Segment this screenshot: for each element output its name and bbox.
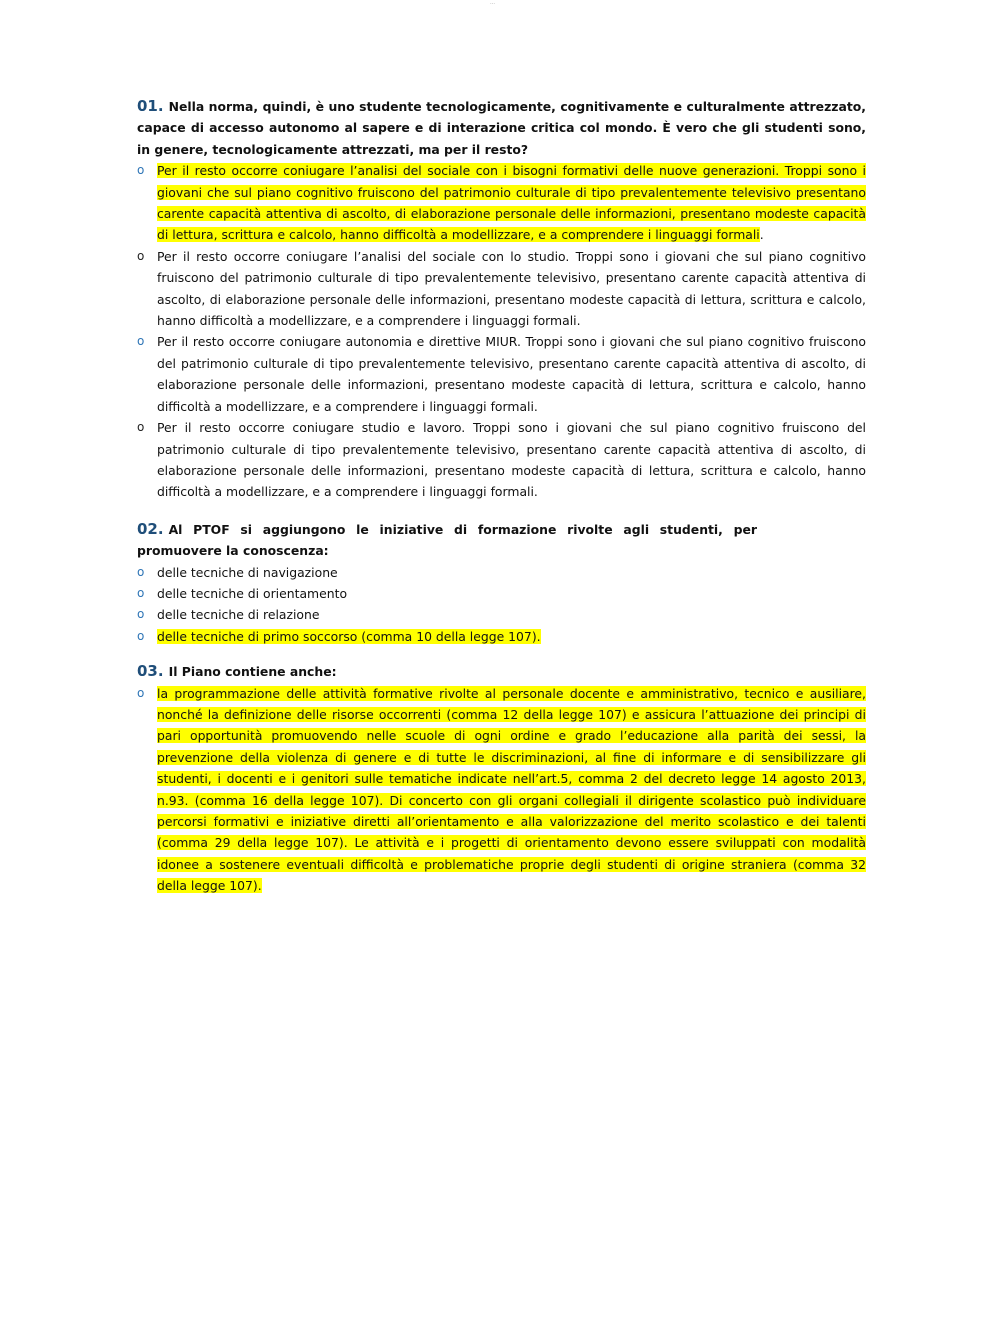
option-text: Per il resto occorre coniugare autonomia e direttive MIUR. Troppi sono i giovani che sul piano cognitivo fruiscono del patrimonio culturale di tipo prevalentemente televisivo, presentano carente capacità attentiva di ascolto, di elaborazione personale delle informazioni, presentano modeste capacità di lettura, scrittura e calcolo, hanno difficoltà a modellizzare, e a comprendere i linguaggi formali. <box>157 334 866 414</box>
option-text: Per il resto occorre coniugare studio e lavoro. Troppi sono i giovani che sul piano cognitivo fruiscono del patrimonio culturale di tipo prevalentemente televisivo, presentano carente capacità attentiva di ascolto, di elaborazione personale delle informazioni, presentano modeste capacità di lettura, scrittura e calcolo, hanno difficoltà a modellizzare, e a comprendere i linguaggi formali. <box>157 420 866 500</box>
bullet-icon: o <box>137 334 145 349</box>
option-item[interactable] <box>137 417 866 503</box>
bullet-icon: o <box>137 248 145 263</box>
spacer <box>137 505 866 519</box>
question-number: 03. <box>137 662 164 681</box>
option-item[interactable] <box>137 160 866 246</box>
bullet-icon: o <box>137 585 145 600</box>
option-item[interactable] <box>137 683 866 897</box>
option-item[interactable] <box>137 331 866 417</box>
option-text: delle tecniche di orientamento <box>157 585 348 601</box>
option-text-highlighted: delle tecniche di primo soccorso (comma 10 della legge 107). <box>157 628 541 644</box>
question-number: 01. <box>137 97 164 115</box>
option-item[interactable] <box>137 246 866 332</box>
option-text: delle tecniche di navigazione <box>157 564 338 580</box>
option-item[interactable] <box>137 604 866 625</box>
bullet-icon: o <box>137 420 145 435</box>
option-text-highlighted: la programmazione delle attività formative rivolte al personale docente e amministrativo, tecnico e ausiliare, nonché la definizione delle risorse occorrenti (comma 12 della legge 107) e assicura l’attuazione dei principi di pari opportunità promuovendo nelle scuole di ogni ordine e grado l’educazione alla parità dei sessi, la prevenzione della violenza di genere e di tutte le discriminazioni, al fine di informare e di sensibilizzare gli studenti, i docenti e i genitori sulle tematiche indicate nell’art.5, comma 2 del decreto legge 14 agosto 2013, n.93. (comma 16 della legge 107). Di concerto con gli organi collegiali il dirigente scolastico può individuare percorsi formativi e iniziative diretti all’orientamento e alla valorizzazione del merito scolastico e dei talenti (comma 29 della legge 107). Le attività e i progetti di orientamento devono essere sviluppati con modalità idonee a sostenere eventuali difficoltà e problematiche proprie degli studenti di origine straniera (comma 32 della legge 107). <box>157 685 866 894</box>
question-02 <box>137 519 866 647</box>
question-text <box>137 661 866 682</box>
question-text <box>137 519 757 562</box>
option-list <box>137 562 866 648</box>
bullet-icon: o <box>137 607 145 622</box>
bullet-icon: o <box>137 628 145 643</box>
question-stem: Al PTOF si aggiungono le iniziative di formazione rivolte agli studenti, per promuovere la conoscenza: <box>137 521 757 559</box>
option-item[interactable] <box>137 626 866 647</box>
bullet-icon: o <box>137 163 145 178</box>
option-suffix: . <box>759 227 764 243</box>
bullet-icon: o <box>137 685 145 700</box>
bullet-icon: o <box>137 564 145 579</box>
question-03 <box>137 661 866 896</box>
option-list <box>137 160 866 503</box>
question-stem: Nella norma, quindi, è uno studente tecnologicamente, cognitivamente e culturalmente attrezzato, capace di accesso autonomo al sapere e di interazione critica col mondo. È vero che gli studenti sono, in genere, tecnologicamente attrezzati, ma per il resto? <box>137 99 866 157</box>
option-item[interactable] <box>137 562 866 583</box>
quiz-content <box>137 96 866 899</box>
option-list <box>137 683 866 897</box>
question-text <box>137 96 866 160</box>
question-01 <box>137 96 866 503</box>
option-text: Per il resto occorre coniugare l’analisi del sociale con lo studio. Troppi sono i giovani che sul piano cognitivo fruiscono del patrimonio culturale di tipo prevalentemente televisivo, presentano carente capacità attentiva di ascolto, di elaborazione personale delle informazioni, presentano modeste capacità di lettura, scrittura e calcolo, hanno difficoltà a modellizzare, e a comprendere i linguaggi formali. <box>157 248 866 329</box>
option-text: delle tecniche di relazione <box>157 607 320 623</box>
question-number: 02. <box>137 519 164 538</box>
question-stem: Il Piano contiene anche: <box>168 664 337 680</box>
header-mark: ... <box>490 0 496 6</box>
option-item[interactable] <box>137 583 866 604</box>
option-text-highlighted: Per il resto occorre coniugare l’analisi del sociale con i bisogni formativi delle nuove generazioni. Troppi sono i giovani che sul piano cognitivo fruiscono del patrimonio culturale di tipo prevalentemente televisivo presentano carente capacità attentiva di ascolto, di elaborazione personale delle informazioni, presentano modeste capacità di lettura, scrittura e calcolo, hanno difficoltà a modellizzare, e a comprendere i linguaggi formali <box>157 163 866 243</box>
spacer <box>137 649 866 661</box>
